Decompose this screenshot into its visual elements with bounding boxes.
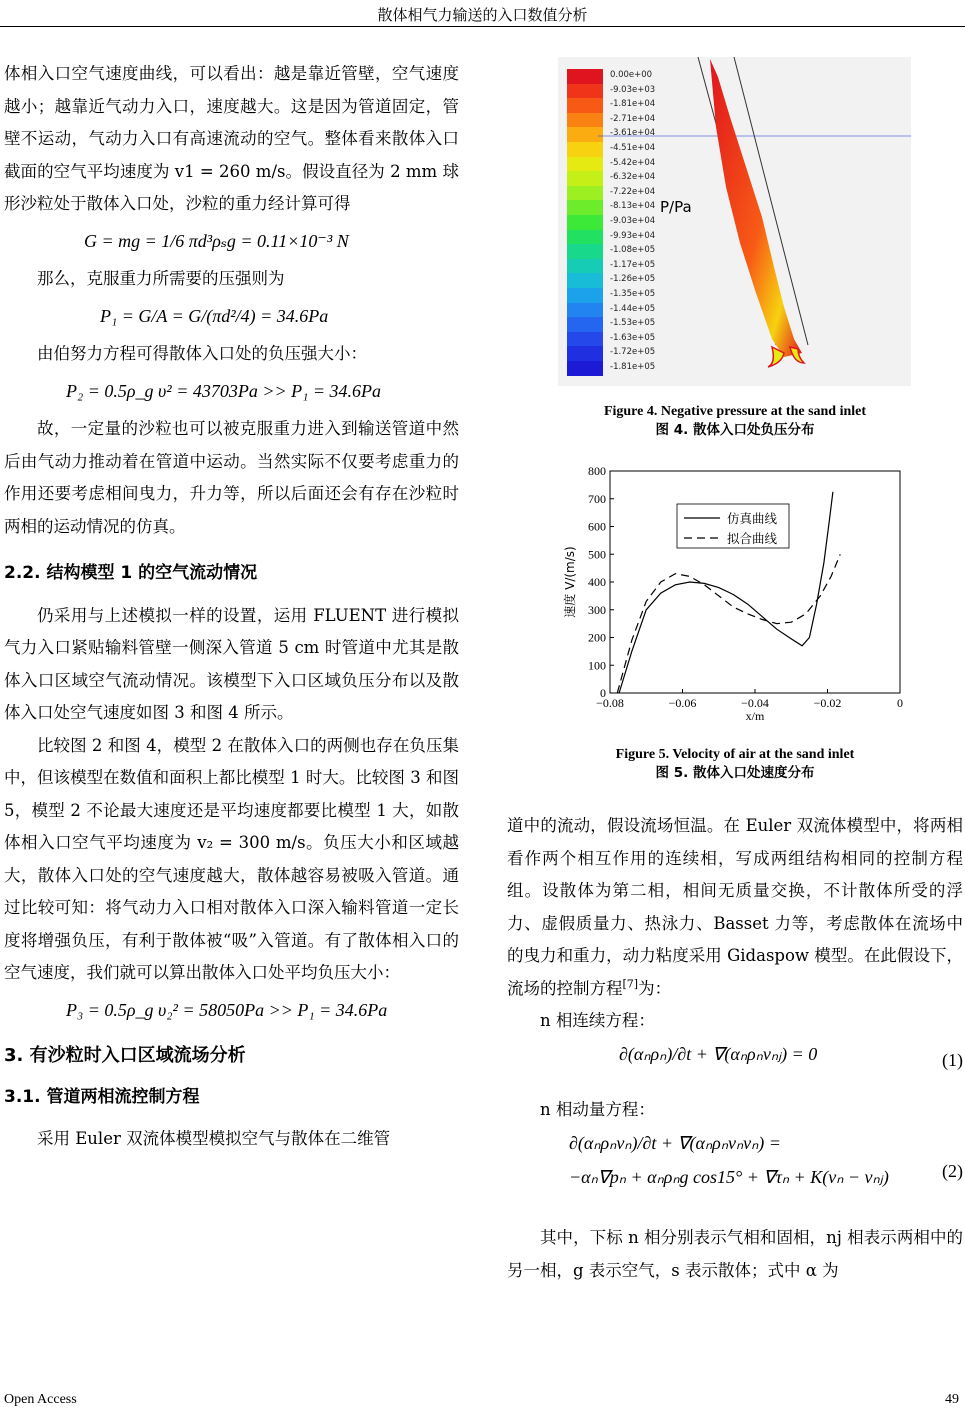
legend-value: -5.42e+04	[610, 157, 656, 168]
legend-value: -3.61e+04	[610, 128, 656, 139]
left-column	[4, 58, 459, 1156]
running-header: 散体相气力输送的入口数值分析	[377, 6, 588, 24]
paragraph: 采用 Euler 双流体模型模拟空气与散体在二维管	[37, 1129, 391, 1148]
y-tick-label: 700	[588, 491, 606, 506]
pressure-plume	[710, 59, 802, 357]
pressure-label: P/Pa	[660, 198, 692, 216]
footer-journal: Open Access	[4, 1392, 77, 1407]
contour-plot	[558, 57, 911, 386]
section-heading-2-2: 2.2. 结构模型 1 的空气流动情况	[4, 563, 258, 583]
figure-4-contour	[558, 57, 911, 386]
y-tick-label: 400	[588, 575, 606, 589]
y-tick-label: 0	[600, 686, 606, 700]
y-tick-label: 300	[588, 602, 606, 617]
legend-label: 拟合曲线	[727, 531, 778, 546]
legend-value: -1.35e+05	[610, 289, 656, 299]
legend-value: -6.32e+04	[610, 172, 656, 183]
legend-value: -9.03e+04	[610, 216, 656, 226]
paragraph-text: 道中的流动，假设流场恒温。在 Euler 双流体模型中，将两相看作两个相互作用的连续相，写成两组结构相同的控制方程组。设散体为第二相，相间无质量交换，不计散体所受的浮力、虚假质量力、热泳力、Basset 力等，考虑散体在流场中的曳力和重力，动力粘度采用 Gidaspow 模型。在此假设下，流场的控制方程	[507, 816, 963, 998]
y-tick-label: 200	[588, 630, 606, 645]
legend-value: -1.26e+05	[610, 274, 656, 285]
equation-line-2: −αₙ∇pₙ + αₙρₙg cos15° + ∇τₙ + K(vₙ − vₙⱼ)	[569, 1167, 889, 1187]
equation-momentum	[507, 1126, 963, 1222]
right-column	[507, 810, 963, 1287]
paragraph: 由伯努力方程可得散体入口处的负压强大小：	[37, 344, 367, 363]
equation-pressure-p2: P₂ = 0.5ρ_g υ² = 43703Pa >> P₁ = 34.6Pa	[66, 380, 382, 401]
section-heading-3: 3. 有沙粒时入口区域流场分析	[4, 1045, 246, 1066]
header-rule	[0, 26, 965, 27]
continuity-label: n 相连续方程：	[540, 1011, 655, 1030]
legend-value: -1.81e+04	[610, 99, 656, 110]
momentum-label: n 相动量方程：	[540, 1099, 655, 1119]
legend-label: 仿真曲线	[727, 511, 778, 526]
legend-value: -9.93e+04	[610, 230, 656, 241]
caption-zh: 图 5. 散体入口处速度分布	[655, 765, 815, 781]
figure-5-caption	[540, 745, 930, 783]
paragraph: 故，一定量的沙粒也可以被克服重力进入到输送管道中然后由气动力推动着在管道中运动。当然实际不仅要考虑重力的作用还要考虑相间曳力，升力等，所以后面还会有存在沙粒时两相的运动情况的仿真。	[4, 419, 459, 536]
legend-value: -1.72e+05	[610, 347, 656, 358]
paragraph	[507, 810, 963, 1005]
section-heading-3-1: 3.1. 管道两相流控制方程	[4, 1086, 200, 1107]
caption-en: Figure 4. Negative pressure at the sand inlet	[603, 404, 867, 419]
legend-value: -1.63e+05	[610, 332, 656, 343]
legend-value: -8.13e+04	[610, 201, 656, 212]
legend-value: -1.53e+05	[610, 318, 656, 329]
caption-zh: 图 4. 散体入口处负压分布	[655, 422, 815, 438]
legend-value: -9.03e+03	[610, 84, 656, 95]
legend-value: -1.44e+05	[610, 303, 656, 314]
y-tick-label: 800	[588, 464, 606, 478]
x-tick-label: 0	[897, 696, 903, 710]
paragraph: 那么，克服重力所需要的压强则为	[37, 269, 285, 288]
citation: [7]	[622, 977, 639, 990]
velocity-chart-svg	[560, 460, 910, 725]
figure-4-caption	[540, 402, 930, 440]
y-tick-label: 100	[588, 658, 606, 673]
legend-value: -1.08e+05	[610, 245, 656, 256]
paragraph: 体相入口空气速度曲线，可以看出：越是靠近管壁，空气速度越小；越靠近气动力入口，速度越大。这是因为管道固定，管壁不运动，气动力入口有高速流动的空气。整体看来散体入口截面的空气平均速度为 v1 = 260 m/s。假设直径为 2 mm 球形沙粒处于散体入口处，沙粒的重力经计算可得	[4, 64, 459, 213]
caption-en: Figure 5. Velocity of air at the sand inlet	[615, 747, 855, 762]
equation-text: ∂(αₙρₙ)/∂t + ∇(αₙρₙvₙⱼ) = 0	[619, 1043, 818, 1064]
figure-5-chart	[560, 460, 910, 729]
x-tick-label: −0.06	[668, 696, 697, 710]
x-tick-label: −0.08	[596, 696, 624, 710]
y-axis-label: 速度 V/(m/s)	[563, 546, 577, 618]
x-axis-label: x/m	[745, 709, 765, 723]
equation-pressure-p3: P₃ = 0.5ρ_g υ₂² = 58050Pa >> P₁ = 34.6Pa	[66, 999, 388, 1020]
paragraph: 比较图 2 和图 4，模型 2 在散体入口的两侧也存在负压集中，但该模型在数值和面积上都比模型 1 时大。比较图 3 和图 5，模型 2 不论最大速度还是平均速度都要比模型 1 大，如散体相入口空气平均速度为 v₂ = 300 m/s。负压大小和区域越大，散体入口处的空气速度越大，散体越容易被吸入管道。通过比较可知：将气动力入口相对散体入口深入输料管道一定长度将增强负压，有利于散体被“吸”入管道。有了散体相入口的空气速度，我们就可以算出散体入口处平均负压大小：	[4, 735, 459, 982]
y-tick-label: 600	[588, 519, 606, 534]
paragraph-tail: 为：	[638, 978, 672, 998]
equation-pressure-p1: P₁ = G/A = G/(πd²/4) = 34.6Pa	[100, 305, 329, 326]
series-fit-line	[617, 554, 840, 693]
equation-number: (2)	[942, 1161, 963, 1181]
equation-line-1: ∂(αₙρₙvₙ)/∂t + ∇(αₙρₙvₙvₙ) =	[569, 1133, 781, 1153]
y-tick-label: 500	[588, 547, 606, 562]
legend-value: -4.51e+04	[610, 143, 656, 153]
legend-value: 0.00e+00	[610, 70, 653, 80]
legend-value: -2.71e+04	[610, 113, 656, 124]
equation-gravity: G = mg = 1/6 πd³ρₛg = 0.11×10⁻³ N	[84, 230, 349, 251]
x-tick-label: −0.02	[813, 696, 842, 710]
paragraph: 仍采用与上述模拟一样的设置，运用 FLUENT 进行模拟气力入口紧贴输料管壁一侧深入管道 5 cm 时管道中尤其是散体入口区域空气流动情况。该模型下入口区域负压分布以及散体入口处空气速度如图 3 和图 4 所示。	[4, 605, 459, 722]
legend-value: -1.17e+05	[610, 259, 656, 270]
paragraph: 其中，下标 n 相分别表示气相和固相，nj 相表示两相中的另一相，g 表示空气，s 表示散体；式中 α 为	[507, 1228, 963, 1280]
equation-continuity	[507, 1038, 963, 1094]
page-number: 49	[945, 1392, 959, 1407]
equation-number: (1)	[942, 1049, 963, 1070]
legend-value: -1.81e+05	[610, 362, 656, 372]
legend-value: -7.22e+04	[610, 186, 656, 197]
x-tick-label: −0.04	[741, 696, 769, 710]
